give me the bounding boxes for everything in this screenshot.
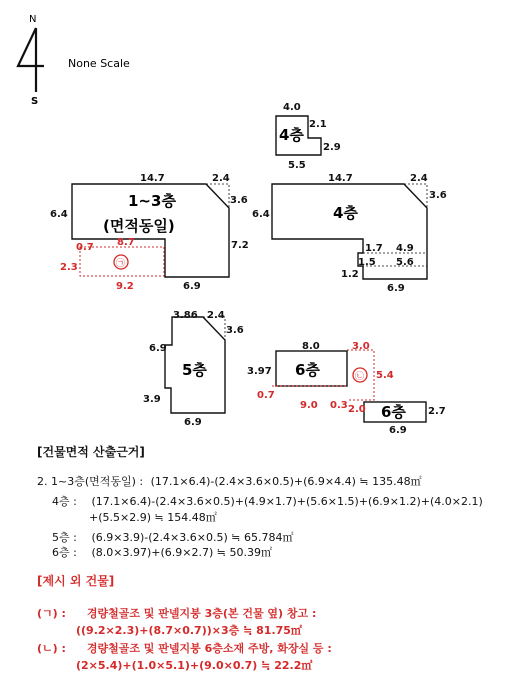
dim-label: 2.7 [428, 406, 446, 417]
dim-label: 6.9 [389, 425, 407, 436]
annex-dim-label: 8.7 [117, 237, 135, 248]
calc-line [89, 510, 217, 525]
extra-label: (ㄱ) : [37, 607, 66, 620]
plan-floor-6 [247, 341, 446, 436]
dim-label: 5.5 [288, 160, 306, 171]
plan-floor-4 [252, 173, 447, 294]
dim-label: 6.4 [50, 209, 68, 220]
annex-b-mark: ㉡ [355, 372, 365, 382]
annex-dim-label: 2.0 [348, 404, 366, 415]
plan-floor-5 [143, 310, 244, 428]
annex-dim-label: 9.0 [300, 400, 318, 411]
dim-label: 1.7 [365, 243, 383, 254]
dim-label: 7.2 [231, 240, 249, 251]
dim-label: 2.4 [212, 173, 230, 184]
dim-label: 6.9 [184, 417, 202, 428]
calc-line [52, 530, 293, 545]
calc-heading: [건물면적 산출근거] [37, 445, 145, 459]
annex-dim-label: 0.7 [257, 390, 275, 401]
dim-label: 3.86 [173, 310, 198, 321]
plan-title: 5층 [182, 361, 207, 379]
dim-label: 4.0 [283, 102, 301, 113]
dim-label: 3.9 [143, 394, 161, 405]
annex-dim-label: 0.3 [330, 400, 348, 411]
plan-title: 6층 [381, 403, 406, 421]
extra-desc: 경량철골조 및 판넬지붕 3층(본 건물 옆) 창고 : [86, 607, 317, 620]
calc-line [37, 474, 422, 489]
dim-label: 14.7 [140, 173, 165, 184]
dim-label: 8.0 [302, 341, 320, 352]
calc-expr: +(5.5×2.9) ≒ 154.48㎡ [89, 511, 217, 524]
dim-label: 5.6 [396, 257, 414, 268]
extra-label: (ㄴ) : [37, 642, 66, 655]
annex-dim-label: 2.3 [60, 262, 78, 273]
calc-label: 5층 : [52, 531, 77, 544]
extra-item [37, 641, 332, 656]
dim-label: 2.1 [309, 119, 327, 130]
dim-label: 4.9 [396, 243, 414, 254]
dim-label: 3.6 [429, 190, 447, 201]
plan-title: 1~3층 [128, 192, 176, 210]
plan-title: 4층 [333, 204, 358, 222]
plan-floor-4-rooftop [276, 102, 341, 171]
calc-label: 2. 1~3층(면적동일) : [37, 475, 144, 488]
calc-label: 6층 : [52, 546, 77, 559]
extra-item [37, 606, 316, 621]
dim-label: 6.9 [183, 281, 201, 292]
annex-dim-label: 5.4 [376, 370, 394, 381]
dim-label: 3.6 [230, 195, 248, 206]
annex-dim-label: 3.0 [352, 341, 370, 352]
calc-label: 4층 : [52, 495, 77, 508]
calc-line [52, 494, 483, 509]
extra-expr: ((9.2×2.3)+(8.7×0.7))×3층 ≒ 81.75㎡ [76, 624, 302, 637]
calc-expr: (8.0×3.97)+(6.9×2.7) ≒ 50.39㎡ [91, 546, 273, 559]
calc-expr: (17.1×6.4)-(2.4×3.6×0.5)+(4.9×1.7)+(5.6×1.5)+(6.9×1.2)+(4.0×2.1) [91, 495, 483, 508]
dim-label: 1.2 [341, 269, 359, 280]
dim-label: 6.9 [149, 343, 167, 354]
dim-label: 14.7 [328, 173, 353, 184]
dim-label: 2.4 [410, 173, 428, 184]
annex-a-mark: ㉠ [116, 259, 126, 269]
calc-line [52, 545, 272, 560]
dim-label: 6.4 [252, 209, 270, 220]
plan-title: 6층 [295, 361, 320, 379]
plan-subtitle: (면적동일) [103, 217, 175, 235]
dim-label: 2.9 [323, 142, 341, 153]
dim-label: 3.97 [247, 366, 272, 377]
annex-dim-label: 9.2 [116, 281, 134, 292]
dim-label: 2.4 [207, 310, 225, 321]
annex-dim-label: 0.7 [76, 242, 94, 253]
dim-label: 6.9 [387, 283, 405, 294]
south-label: S [31, 96, 39, 107]
dim-label: 3.6 [226, 325, 244, 336]
north-label: N [29, 14, 37, 25]
scale-note: None Scale [68, 57, 130, 70]
plan-floor-1-3 [50, 173, 249, 292]
dim-label: 1.5 [358, 257, 376, 268]
calc-expr: (17.1×6.4)-(2.4×3.6×0.5)+(6.9×4.4) ≒ 135.48㎡ [150, 475, 422, 488]
calc-expr: (6.9×3.9)-(2.4×3.6×0.5) ≒ 65.784㎡ [91, 531, 294, 544]
extra-heading: [제시 외 건물] [37, 574, 115, 588]
extra-expr: (2×5.4)+(1.0×5.1)+(9.0×0.7) ≒ 22.2㎡ [76, 659, 313, 672]
extra-desc: 경량철골조 및 판넬지붕 6층소재 주방, 화장실 등 : [86, 642, 332, 655]
plan-title: 4층 [279, 126, 304, 144]
north-arrow-icon [18, 14, 44, 107]
